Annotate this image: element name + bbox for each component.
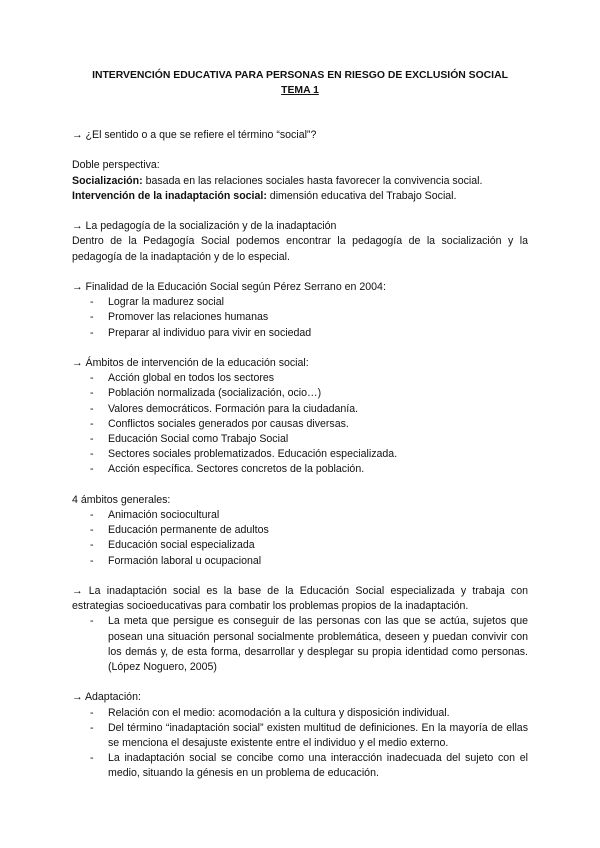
- list-item: - Educación permanente de adultos: [90, 524, 269, 537]
- finalidad-list: [72, 295, 528, 341]
- question-social: → ¿El sentido o a que se refiere el término “social”?: [72, 129, 317, 141]
- finalidad-heading: → Finalidad de la Educación Social según Pérez Serrano en 2004:: [72, 280, 386, 293]
- list-item: - Valores democráticos. Formación para la ciudadanía.: [90, 402, 359, 415]
- list-item: - Conflictos sociales generados por causas diversas.: [90, 417, 349, 430]
- doble-heading: Doble perspectiva:: [72, 159, 160, 172]
- list-item: - Animación sociocultural: [90, 509, 220, 521]
- socializacion-text: basada en las relaciones sociales hasta favorecer la convivencia social.: [142, 174, 483, 187]
- list-item: - Educación social especializada: [90, 539, 255, 552]
- cuatro-ambitos-heading: 4 ámbitos generales:: [72, 493, 171, 506]
- inadaptacion-text-block: → La inadaptación social es la base de la Educación Social especializada y trabaja con estrategias socioeducativas para combatir los problemas propios de la inadaptación.: [72, 585, 528, 613]
- document-subtitle: TEMA 1: [281, 85, 319, 96]
- list-item: - La inadaptación social se concibe como una interacción inadecuada del sujeto con el medio, situando la génesis en un problema de educación.: [90, 752, 528, 780]
- list-item: - Formación laboral u ocupacional: [90, 554, 262, 567]
- list-item: - La meta que persigue es conseguir de las personas con las que se actúa, sujetos que posean una situación personal socialmente problemática, deseen y puedan convivir con los demás y, de esta forma, desarrollar y desplegar su propia identidad como personas. (López Noguero, 2005): [90, 615, 528, 674]
- inadaptacion-list: [72, 614, 528, 675]
- list-item: - Promover las relaciones humanas: [90, 311, 269, 324]
- list-item: - Sectores sociales problematizados. Educación especializada.: [90, 448, 398, 461]
- cuatro-ambitos-list: [72, 508, 528, 569]
- adaptacion-list: [72, 706, 528, 782]
- list-item: - Relación con el medio: acomodación a la cultura y disposición individual.: [90, 706, 450, 719]
- document-body: [72, 128, 528, 782]
- list-item: - Población normalizada (socialización, ocio…): [90, 387, 322, 400]
- pedagogia-text: Dentro de la Pedagogía Social podemos encontrar la pedagogía de la socialización y la pedagogía de la inadaptación y de lo especial.: [72, 235, 528, 263]
- list-item: - Acción global en todos los sectores: [90, 372, 275, 385]
- inadaptacion-line: [72, 189, 528, 204]
- list-item: - Preparar al individuo para vivir en sociedad: [90, 326, 312, 339]
- list-item: - Del término “inadaptación social” existen multitud de definiciones. En la mayoría de ellas se menciona el desajuste existente entre el individuo y el medio externo.: [90, 721, 528, 750]
- adaptacion-heading: → Adaptación:: [72, 691, 141, 704]
- list-item: - Educación Social como Trabajo Social: [90, 433, 289, 445]
- socializacion-term: Socialización:: [72, 174, 143, 187]
- ambitos-list: [72, 371, 528, 477]
- document-title: INTERVENCIÓN EDUCATIVA PARA PERSONAS EN RIESGO DE EXCLUSIÓN SOCIAL: [92, 70, 508, 81]
- socializacion-line: [72, 174, 528, 189]
- document-header: [0, 68, 600, 98]
- inadaptacion-text: dimensión educativa del Trabajo Social.: [266, 189, 457, 202]
- ambitos-heading: → Ámbitos de intervención de la educación social:: [72, 356, 309, 369]
- list-item: - Acción específica. Sectores concretos de la población.: [90, 463, 365, 476]
- list-item: - Lograr la madurez social: [90, 296, 224, 309]
- pedagogia-heading: → La pedagogía de la socialización y de la inadaptación: [72, 220, 337, 233]
- inadaptacion-term: Intervención de la inadaptación social:: [72, 189, 267, 202]
